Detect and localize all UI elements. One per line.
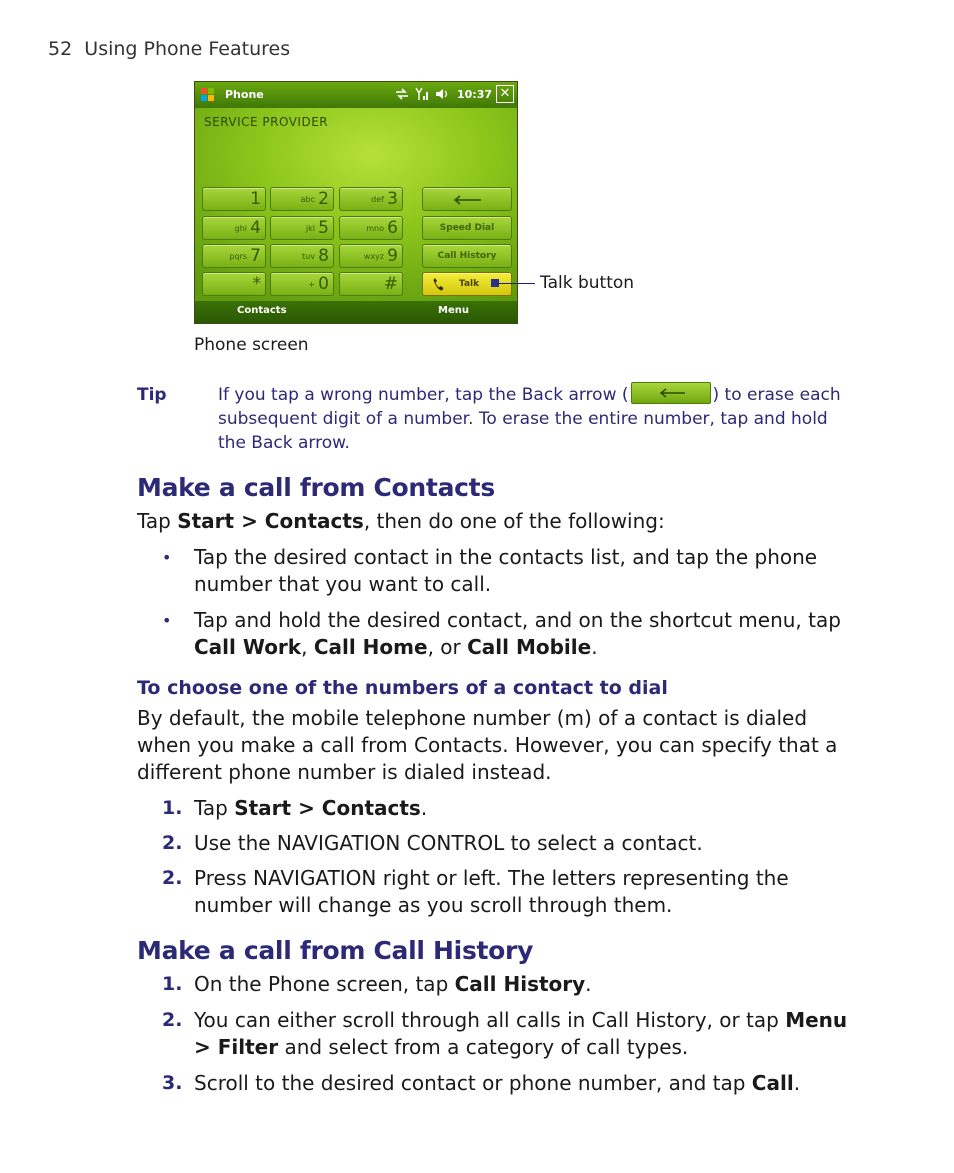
key-digit: 9	[387, 246, 398, 266]
section-name: Using Phone Features	[84, 38, 291, 60]
talk-button-callout: Talk button	[540, 273, 635, 293]
talk-label: Talk	[459, 279, 480, 289]
call-history-button[interactable]: Call History	[422, 244, 512, 268]
bold-text: Call Home	[313, 635, 428, 659]
heading-contacts: Make a call from Contacts	[137, 473, 495, 502]
text: Tap and hold the desired contact, and on the shortcut menu, tap	[194, 608, 841, 632]
bold-text: Start > Contacts	[177, 509, 364, 533]
text: .	[585, 972, 592, 996]
list-item	[137, 1070, 857, 1097]
text: On the Phone screen, tap	[194, 972, 455, 996]
bold-text: Call History	[454, 972, 586, 996]
phone-app-title: Phone	[225, 88, 264, 101]
windows-start-icon[interactable]	[200, 87, 216, 103]
tip-text-after: ) to erase each subsequent digit of a number. To erase the entire number, tap and hold the Back arrow.	[218, 385, 841, 453]
text: Scroll to the desired contact or phone number, and tap	[194, 1071, 752, 1095]
back-arrow-icon	[452, 195, 482, 205]
key-digit: 1	[250, 189, 261, 209]
text: , or	[427, 635, 468, 659]
bold-text: Call Work	[194, 635, 302, 659]
text: Tap	[194, 796, 235, 820]
tip-text-before: If you tap a wrong number, tap the Back arrow (	[218, 385, 629, 405]
inline-back-arrow-image	[631, 382, 711, 404]
choose-paragraph: By default, the mobile telephone number (m) of a contact is dialed when you make a call from Contacts. However, you can specify that a different phone number is dialed instead.	[137, 706, 838, 784]
service-provider-label: SERVICE PROVIDER	[204, 115, 329, 129]
volume-icon[interactable]	[435, 87, 451, 104]
keypad-key[interactable]	[270, 216, 334, 240]
speed-dial-button[interactable]: Speed Dial	[422, 216, 512, 240]
key-digit: 6	[387, 218, 398, 238]
list-item	[137, 830, 857, 857]
running-head	[48, 38, 290, 60]
bold-text: Call Mobile	[467, 635, 592, 659]
keypad-key[interactable]	[339, 216, 403, 240]
callout-line	[497, 283, 535, 284]
keypad-key[interactable]	[202, 187, 266, 211]
step-number: 3.	[162, 1072, 183, 1094]
page-number: 52	[48, 38, 73, 60]
key-digit: #	[383, 274, 398, 294]
connectivity-icon[interactable]	[395, 87, 409, 104]
key-letters: abc	[300, 195, 315, 204]
key-letters: def	[371, 195, 384, 204]
phone-screenshot	[194, 81, 518, 324]
keypad-key[interactable]	[339, 187, 403, 211]
list-item	[137, 795, 857, 822]
list-item	[137, 544, 857, 598]
step-number: 1.	[162, 797, 183, 819]
text: , then do one of the following:	[363, 509, 665, 533]
back-arrow-button[interactable]	[422, 187, 512, 211]
key-digit: 4	[250, 218, 261, 238]
keypad-key[interactable]	[270, 272, 334, 296]
contacts-intro	[137, 508, 857, 535]
key-digit: 2	[318, 189, 329, 209]
list-item	[137, 1007, 857, 1061]
key-digit: *	[252, 274, 261, 294]
text: .	[793, 1071, 801, 1095]
text: You can either scroll through all calls in Call History, or tap	[194, 1008, 786, 1032]
signal-icon[interactable]	[415, 87, 429, 104]
key-letters: mno	[366, 224, 384, 233]
choose-steps	[137, 795, 857, 919]
step-number: 2.	[162, 867, 183, 889]
text: and select from a category of call types.	[278, 1035, 689, 1059]
key-digit: 5	[318, 218, 329, 238]
tip-label: Tip	[137, 385, 167, 405]
text: Use the NAVIGATION CONTROL to select a contact.	[194, 831, 703, 855]
step-number: 2.	[162, 1009, 183, 1031]
keypad-key[interactable]	[270, 187, 334, 211]
keypad-key[interactable]	[202, 272, 266, 296]
key-letters: wxyz	[363, 252, 384, 261]
phone-handset-icon	[432, 277, 444, 291]
menu-soft-key[interactable]: Menu	[438, 305, 469, 316]
text: Tap	[137, 509, 178, 533]
list-item	[137, 971, 857, 998]
keypad-key[interactable]	[339, 244, 403, 268]
clock-text[interactable]: 10:37	[457, 88, 493, 101]
bold-text: Menu > Filter	[194, 1008, 848, 1059]
history-steps	[137, 971, 857, 1097]
heading-choose-number: To choose one of the numbers of a contact to dial	[137, 677, 668, 699]
text: Tap the desired contact in the contacts list, and tap the phone number that you want to call.	[194, 545, 818, 596]
key-letters: jkl	[305, 224, 315, 233]
contacts-soft-key[interactable]: Contacts	[237, 305, 287, 316]
keypad-key[interactable]	[202, 244, 266, 268]
key-digit: 3	[387, 189, 398, 209]
phone-title-bar	[195, 82, 517, 108]
contacts-bullet-list	[137, 544, 857, 661]
bullet: •	[162, 611, 172, 630]
step-number: 1.	[162, 973, 183, 995]
bold-text: Start > Contacts	[234, 796, 421, 820]
tip-text	[218, 383, 858, 455]
keypad-key[interactable]	[270, 244, 334, 268]
key-letters: pqrs	[229, 252, 247, 261]
step-number: 2.	[162, 832, 183, 854]
figure-caption: Phone screen	[194, 335, 309, 355]
back-arrow-icon	[658, 388, 686, 398]
bold-text: Call	[751, 1071, 794, 1095]
keypad-key[interactable]	[202, 216, 266, 240]
text: .	[420, 796, 428, 820]
text: ,	[301, 635, 314, 659]
key-letters: +	[308, 280, 315, 289]
text: Press NAVIGATION right or left. The letters representing the number will change as you scroll through them.	[194, 866, 789, 917]
bullet: •	[162, 548, 172, 567]
key-digit: 8	[318, 246, 329, 266]
phone-soft-key-bar	[195, 301, 517, 323]
list-item	[137, 607, 857, 661]
heading-call-history: Make a call from Call History	[137, 936, 534, 965]
key-letters: ghi	[234, 224, 247, 233]
keypad-key[interactable]	[339, 272, 403, 296]
key-letters: tuv	[302, 252, 315, 261]
key-digit: 7	[250, 246, 261, 266]
key-digit: 0	[318, 274, 329, 294]
close-icon[interactable]: ✕	[496, 85, 514, 103]
text: .	[591, 635, 598, 659]
list-item	[137, 865, 857, 919]
